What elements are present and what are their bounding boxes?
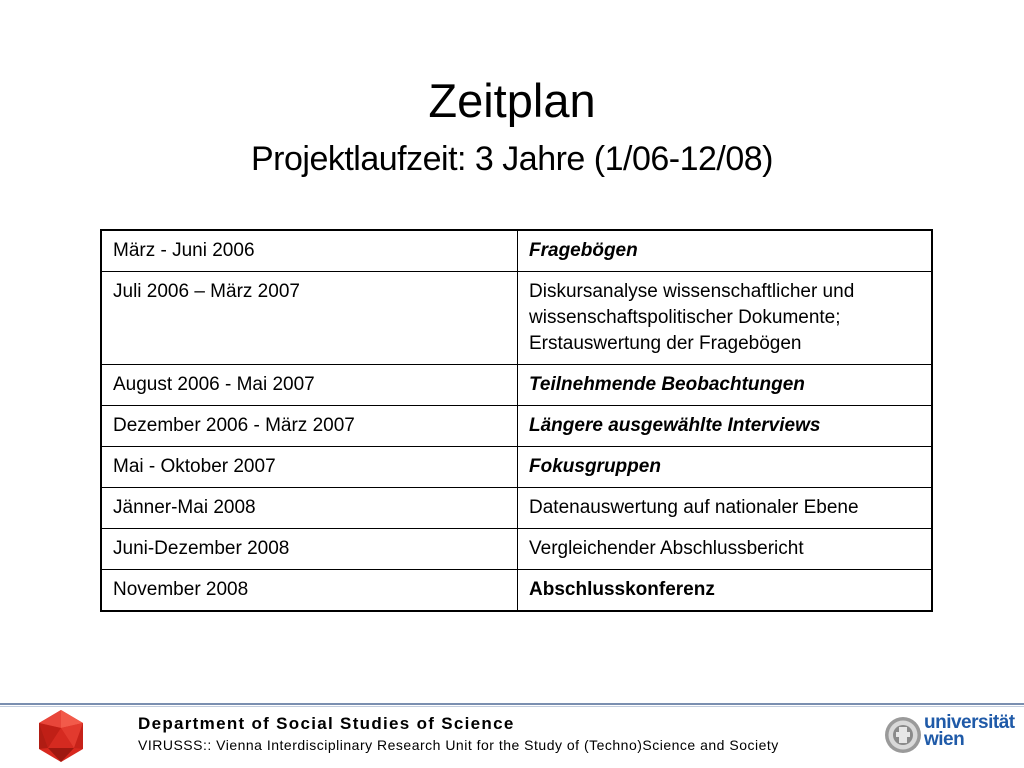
schedule-table-body	[101, 230, 932, 611]
schedule-row	[101, 570, 932, 612]
schedule-period-cell: August 2006 - Mai 2007	[101, 365, 518, 406]
schedule-activity-cell: Diskursanalyse wissenschaftlicher und wissenschaftspolitischer Dokumente; Erstauswertung der Fragebögen	[518, 272, 933, 365]
schedule-activity-cell: Fragebögen	[518, 230, 933, 272]
schedule-activity-cell: Fokusgruppen	[518, 447, 933, 488]
university-logo-line2: wien	[924, 729, 965, 750]
university-logo-line1: universität	[924, 712, 1015, 733]
schedule-table	[100, 229, 933, 612]
schedule-row	[101, 406, 932, 447]
slide-title: Zeitplan	[428, 74, 596, 127]
schedule-row	[101, 529, 932, 570]
schedule-period-cell: Juni-Dezember 2008	[101, 529, 518, 570]
schedule-period-cell: Jänner-Mai 2008	[101, 488, 518, 529]
red-icosahedron-icon	[36, 708, 86, 764]
schedule-activity-cell: Längere ausgewählte Interviews	[518, 406, 933, 447]
university-logo-text	[924, 714, 1020, 748]
schedule-row	[101, 447, 932, 488]
schedule-row	[101, 488, 932, 529]
schedule-activity-cell: Teilnehmende Beobachtungen	[518, 365, 933, 406]
department-name: Department of Social Studies of Science	[138, 714, 515, 733]
university-seal-icon	[884, 716, 922, 754]
research-unit-name: VIRUSSS:: Vienna Interdisciplinary Research Unit for the Study of (Techno)Science and Society	[138, 737, 779, 753]
schedule-row	[101, 272, 932, 365]
footer-divider-light	[0, 706, 1024, 707]
schedule-period-cell: Mai - Oktober 2007	[101, 447, 518, 488]
schedule-period-cell: November 2008	[101, 570, 518, 612]
schedule-period-cell: Juli 2006 – März 2007	[101, 272, 518, 365]
schedule-activity-cell: Datenauswertung auf nationaler Ebene	[518, 488, 933, 529]
footer-divider	[0, 703, 1024, 705]
schedule-period-cell: Dezember 2006 - März 2007	[101, 406, 518, 447]
slide-subtitle: Projektlaufzeit: 3 Jahre (1/06-12/08)	[250, 140, 773, 178]
schedule-row	[101, 230, 932, 272]
schedule-activity-cell: Vergleichender Abschlussbericht	[518, 529, 933, 570]
schedule-period-cell: März - Juni 2006	[101, 230, 518, 272]
schedule-row	[101, 365, 932, 406]
schedule-activity-cell: Abschlusskonferenz	[518, 570, 933, 612]
